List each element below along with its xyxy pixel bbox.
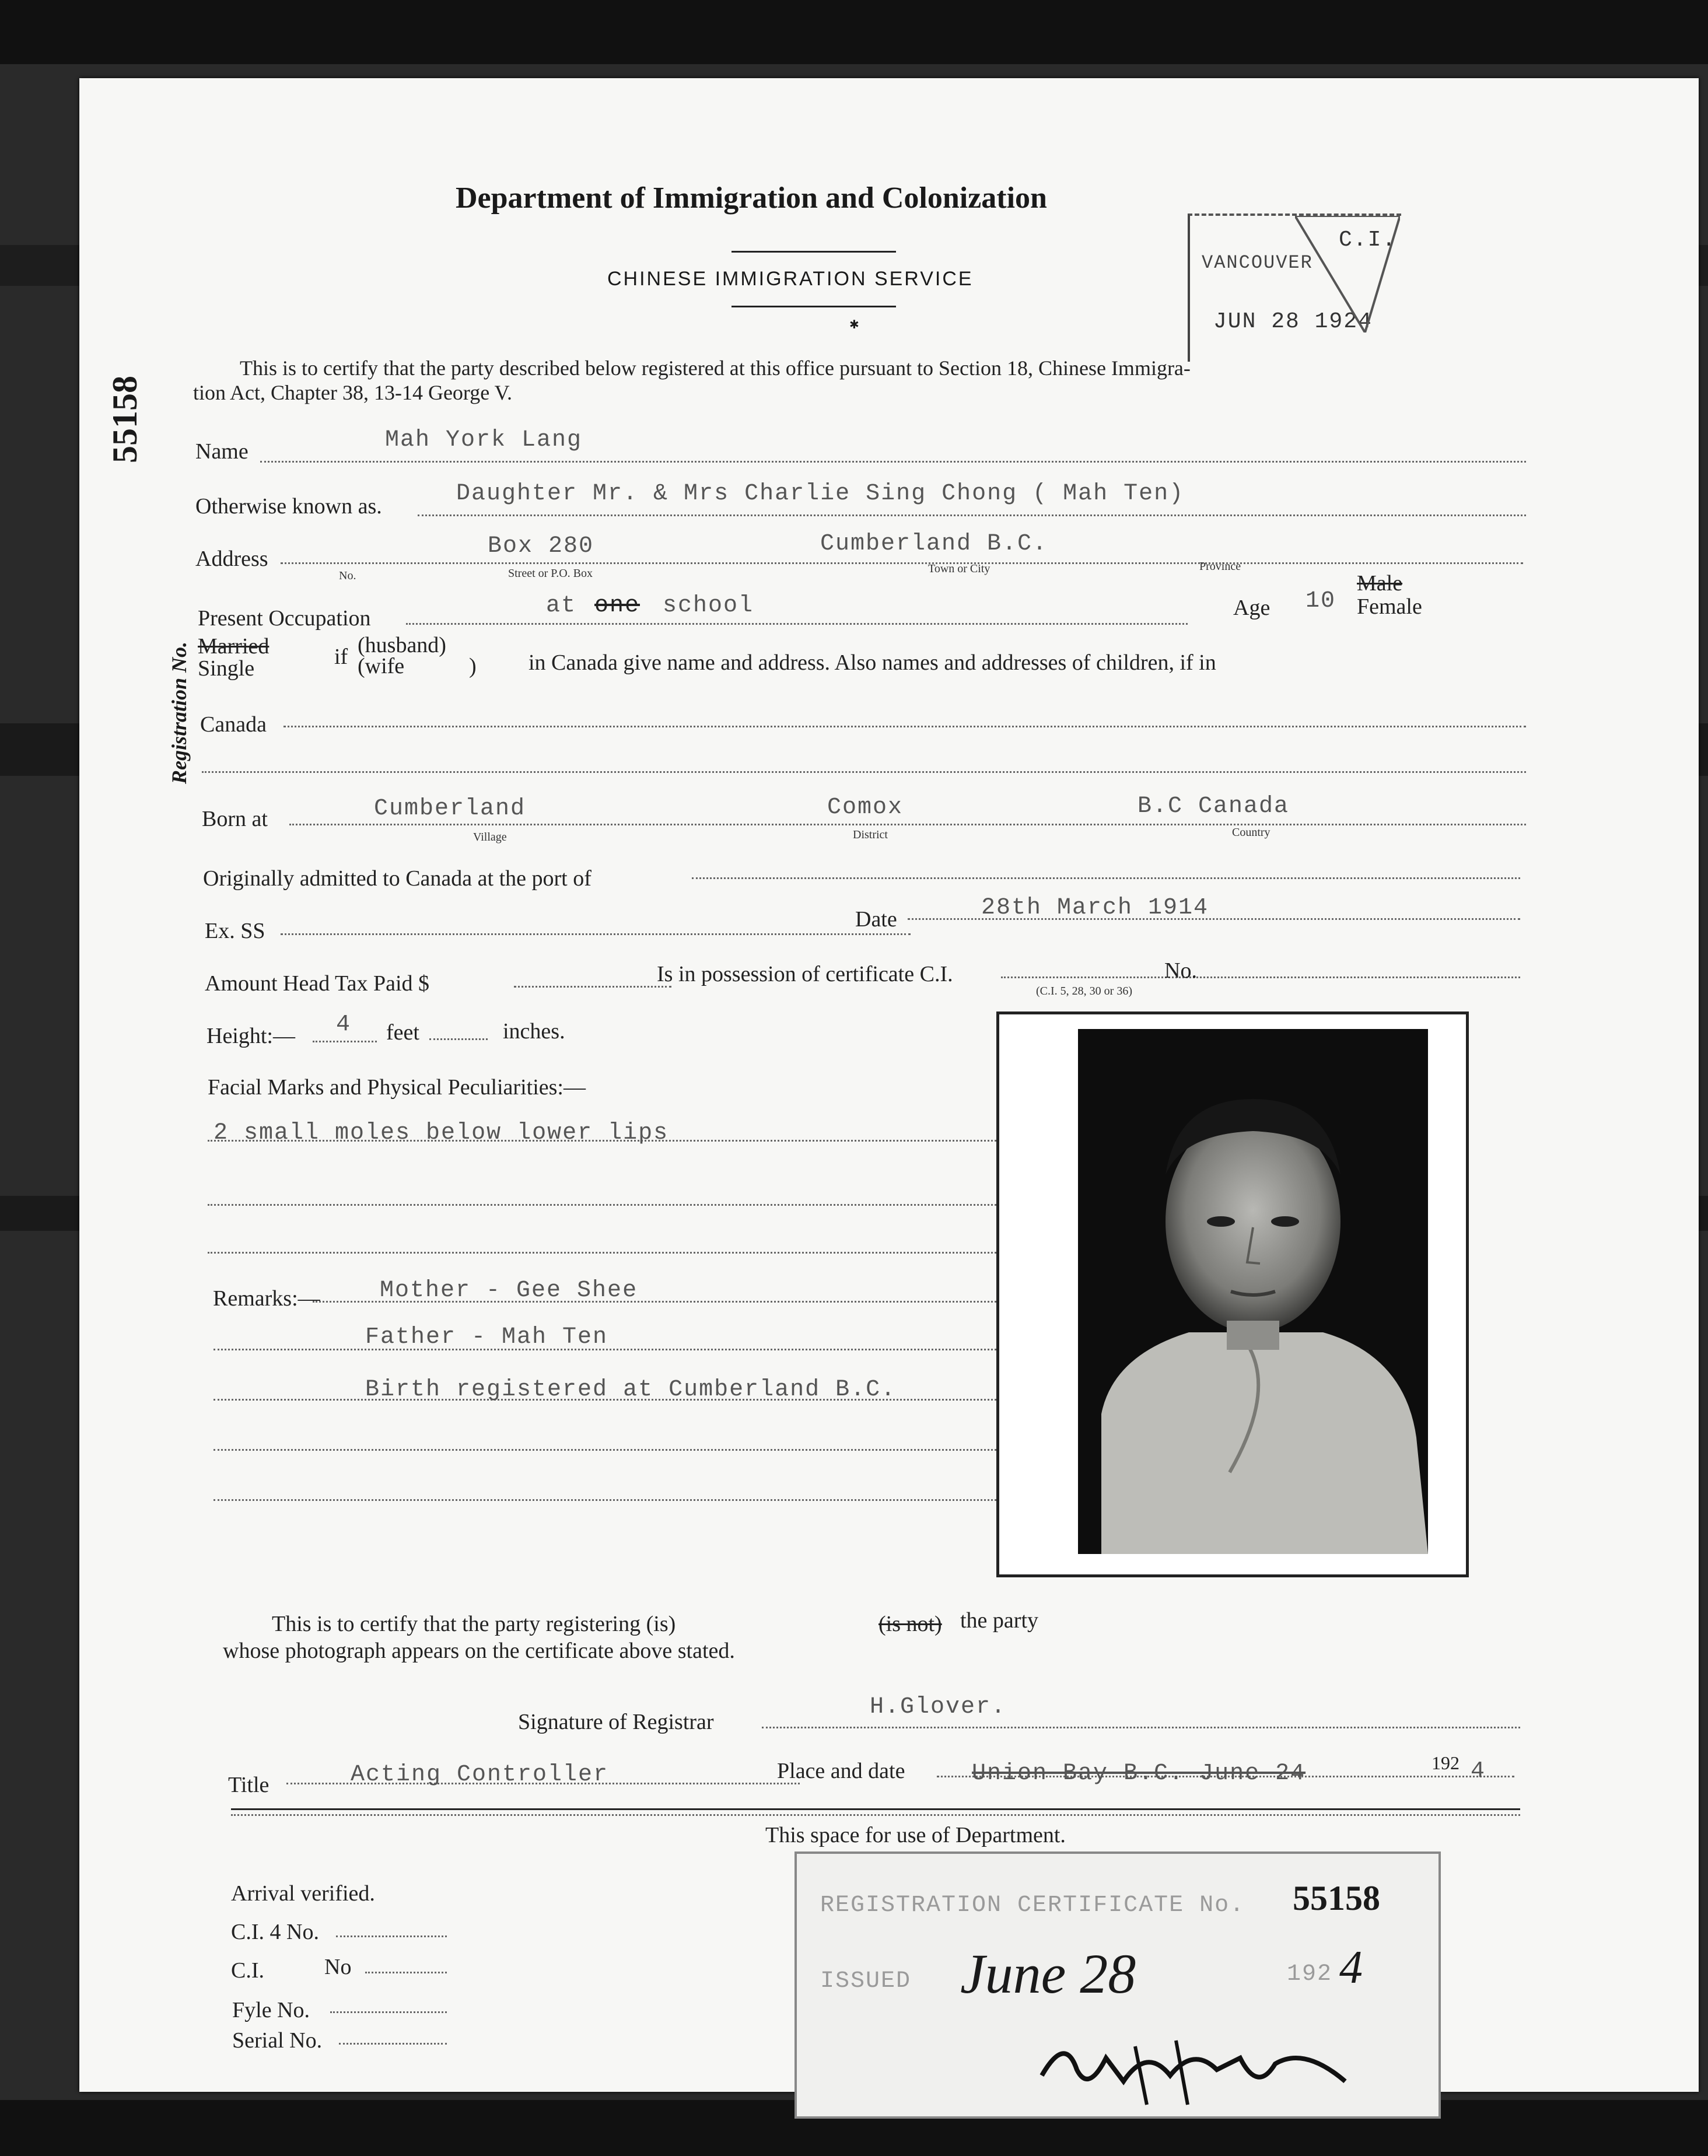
signature-label: Signature of Registrar <box>518 1710 714 1734</box>
stamp-city: VANCOUVER <box>1202 252 1313 274</box>
serial-label: Serial No. <box>232 2028 323 2053</box>
ci-line <box>365 1972 447 1973</box>
cert-number: 55158 <box>1293 1879 1380 1917</box>
address-label: Address <box>195 547 268 571</box>
canada-instructions: in Canada give name and address. Also names and addresses of children, if in <box>528 650 1216 675</box>
date-value: 28th March 1914 <box>981 895 1209 921</box>
ci4-line <box>336 1936 447 1937</box>
canada-line-2 <box>202 771 1526 773</box>
inches-label: inches. <box>503 1019 565 1044</box>
headtax-label: Amount Head Tax Paid $ <box>205 971 430 996</box>
remarks-line-4 <box>214 1449 1059 1451</box>
ci-label: C.I. <box>231 1958 264 1983</box>
remarks-label: Remarks:— <box>213 1286 320 1311</box>
address-line <box>281 562 1523 564</box>
facial-label: Facial Marks and Physical Peculiarities:— <box>208 1075 586 1100</box>
controller-signature <box>1030 2023 1357 2110</box>
header-star: ✱ <box>849 318 859 331</box>
issued-date: June 28 <box>960 1943 1136 2005</box>
year-suffix: 4 <box>1471 1758 1486 1784</box>
stamp-triangle <box>1295 216 1400 332</box>
wife-label: (wife <box>358 654 405 678</box>
certify-photo-line2: whose photograph appears on the certificate above stated. <box>223 1639 735 1663</box>
admitted-label: Originally admitted to Canada at the port of <box>203 866 592 891</box>
feet-label: feet <box>386 1020 419 1045</box>
arrival-stamp <box>1188 214 1401 362</box>
headtax-line <box>514 986 671 988</box>
single-label: Single <box>198 656 255 681</box>
address-street-caption: Street or P.O. Box <box>508 567 593 580</box>
title-value: Acting Controller <box>351 1762 609 1788</box>
name-value: Mah York Lang <box>385 427 583 453</box>
ci-no-label: No <box>324 1955 352 1979</box>
height-label: Height:— <box>206 1024 295 1048</box>
fyle-line <box>330 2011 447 2013</box>
cert-label: REGISTRATION CERTIFICATE No. <box>820 1892 1245 1919</box>
issued-year-suffix: 4 <box>1339 1942 1363 1993</box>
address-street-value: Box 280 <box>488 533 594 559</box>
possession-line <box>1001 977 1520 978</box>
husband-label: (husband) <box>358 633 446 657</box>
department-separator-2 <box>231 1814 1520 1816</box>
department-space-caption: This space for use of Department. <box>765 1823 1066 1847</box>
certify-photo-struck: (is not) <box>878 1612 942 1636</box>
serial-line <box>339 2043 447 2045</box>
header-rule-1 <box>732 251 896 253</box>
header-rule-2 <box>732 306 896 307</box>
department-title: Department of Immigration and Colonization <box>456 181 1047 215</box>
occupation-label: Present Occupation <box>198 606 371 631</box>
exss-label: Ex. SS <box>205 919 265 943</box>
occupation-line <box>406 623 1188 625</box>
applicant-photo <box>1078 1029 1428 1554</box>
place-value: Union Bay B.C. June 24 <box>972 1760 1306 1787</box>
title-label: Title <box>228 1773 270 1797</box>
facial-line-2 <box>208 1204 1059 1206</box>
name-label: Name <box>195 439 249 464</box>
sex-male: Male <box>1357 571 1403 596</box>
born-line <box>289 824 1526 825</box>
otherwise-value: Daughter Mr. & Mrs Charlie Sing Chong ( Mah Ten) <box>456 481 1185 507</box>
stamp-ci: C.I. <box>1339 228 1397 253</box>
sex-female: Female <box>1357 594 1422 619</box>
name-line <box>260 461 1526 463</box>
address-town-value: Cumberland B.C. <box>820 531 1048 557</box>
registration-number-side: 55158 <box>106 376 144 463</box>
remarks-line-5 <box>214 1499 1059 1501</box>
place-label: Place and date <box>777 1759 905 1783</box>
remarks-2: Father - Mah Ten <box>365 1324 608 1350</box>
born-village-caption: Village <box>473 831 507 844</box>
occupation-value-1: at <box>546 593 577 619</box>
if-label: if <box>334 645 348 669</box>
certify-intro-line2: tion Act, Chapter 38, 13-14 George V. <box>193 381 512 404</box>
ci4-label: C.I. 4 No. <box>231 1920 319 1944</box>
occupation-value-2: school <box>663 593 754 619</box>
height-feet-value: 4 <box>336 1012 352 1038</box>
age-value: 10 <box>1306 588 1336 614</box>
occupation-value-struck: one <box>594 593 640 619</box>
remarks-1: Mother - Gee Shee <box>380 1278 638 1304</box>
certify-photo-line1b: the party <box>960 1608 1039 1633</box>
document-page <box>79 78 1699 2092</box>
born-district-caption: District <box>853 828 888 841</box>
department-separator-1 <box>231 1808 1520 1810</box>
signature-value: H.Glover. <box>870 1694 1007 1720</box>
canada-label: Canada <box>200 712 267 737</box>
registration-label-side: Registration No. <box>167 641 191 784</box>
born-label: Born at <box>202 807 268 831</box>
service-title: CHINESE IMMIGRATION SERVICE <box>607 268 974 290</box>
arrival-verified: Arrival verified. <box>231 1881 375 1906</box>
address-town-caption: Town or City <box>928 562 991 575</box>
facial-value: 2 small moles below lower lips <box>214 1120 669 1146</box>
age-label: Age <box>1233 596 1270 620</box>
signature-line <box>762 1727 1520 1728</box>
wife-close: ) <box>469 654 477 678</box>
otherwise-label: Otherwise known as. <box>195 494 382 519</box>
remarks-line-2 <box>214 1349 1059 1350</box>
married-label: Married <box>198 634 270 659</box>
height-inches-line <box>429 1038 488 1040</box>
no-label: No. <box>1164 958 1197 983</box>
ci-caption: (C.I. 5, 28, 30 or 36) <box>1036 985 1132 998</box>
certify-photo-line1a: This is to certify that the party registering (is) <box>272 1612 676 1636</box>
issued-label: ISSUED <box>820 1968 912 1994</box>
stamp-date: JUN 28 1924 <box>1213 309 1373 334</box>
born-country: B.C Canada <box>1138 793 1290 820</box>
otherwise-line <box>418 514 1526 516</box>
remarks-3: Birth registered at Cumberland B.C. <box>365 1377 897 1403</box>
registration-certificate-stamp <box>794 1852 1441 2119</box>
born-district: Comox <box>827 794 904 821</box>
date-label: Date <box>855 907 897 932</box>
born-country-caption: Country <box>1232 826 1270 839</box>
height-feet-line <box>313 1041 377 1042</box>
possession-label: Is in possession of certificate C.I. <box>657 962 953 986</box>
facial-line-3 <box>208 1252 1059 1254</box>
issued-year-prefix: 192 <box>1287 1961 1333 1987</box>
address-no-caption: No. <box>339 569 356 582</box>
certify-intro-line1: This is to certify that the party described below registered at this office pursuant to Section 18, Chinese Immigra- <box>240 356 1191 380</box>
address-province-caption: Province <box>1199 560 1241 573</box>
photo-figure <box>1078 1029 1428 1554</box>
exss-line <box>281 933 911 935</box>
admitted-line <box>692 877 1520 879</box>
born-village: Cumberland <box>374 796 526 822</box>
fyle-label: Fyle No. <box>232 1998 310 2022</box>
year-prefix: 192 <box>1432 1752 1460 1773</box>
canada-line-1 <box>284 726 1526 727</box>
